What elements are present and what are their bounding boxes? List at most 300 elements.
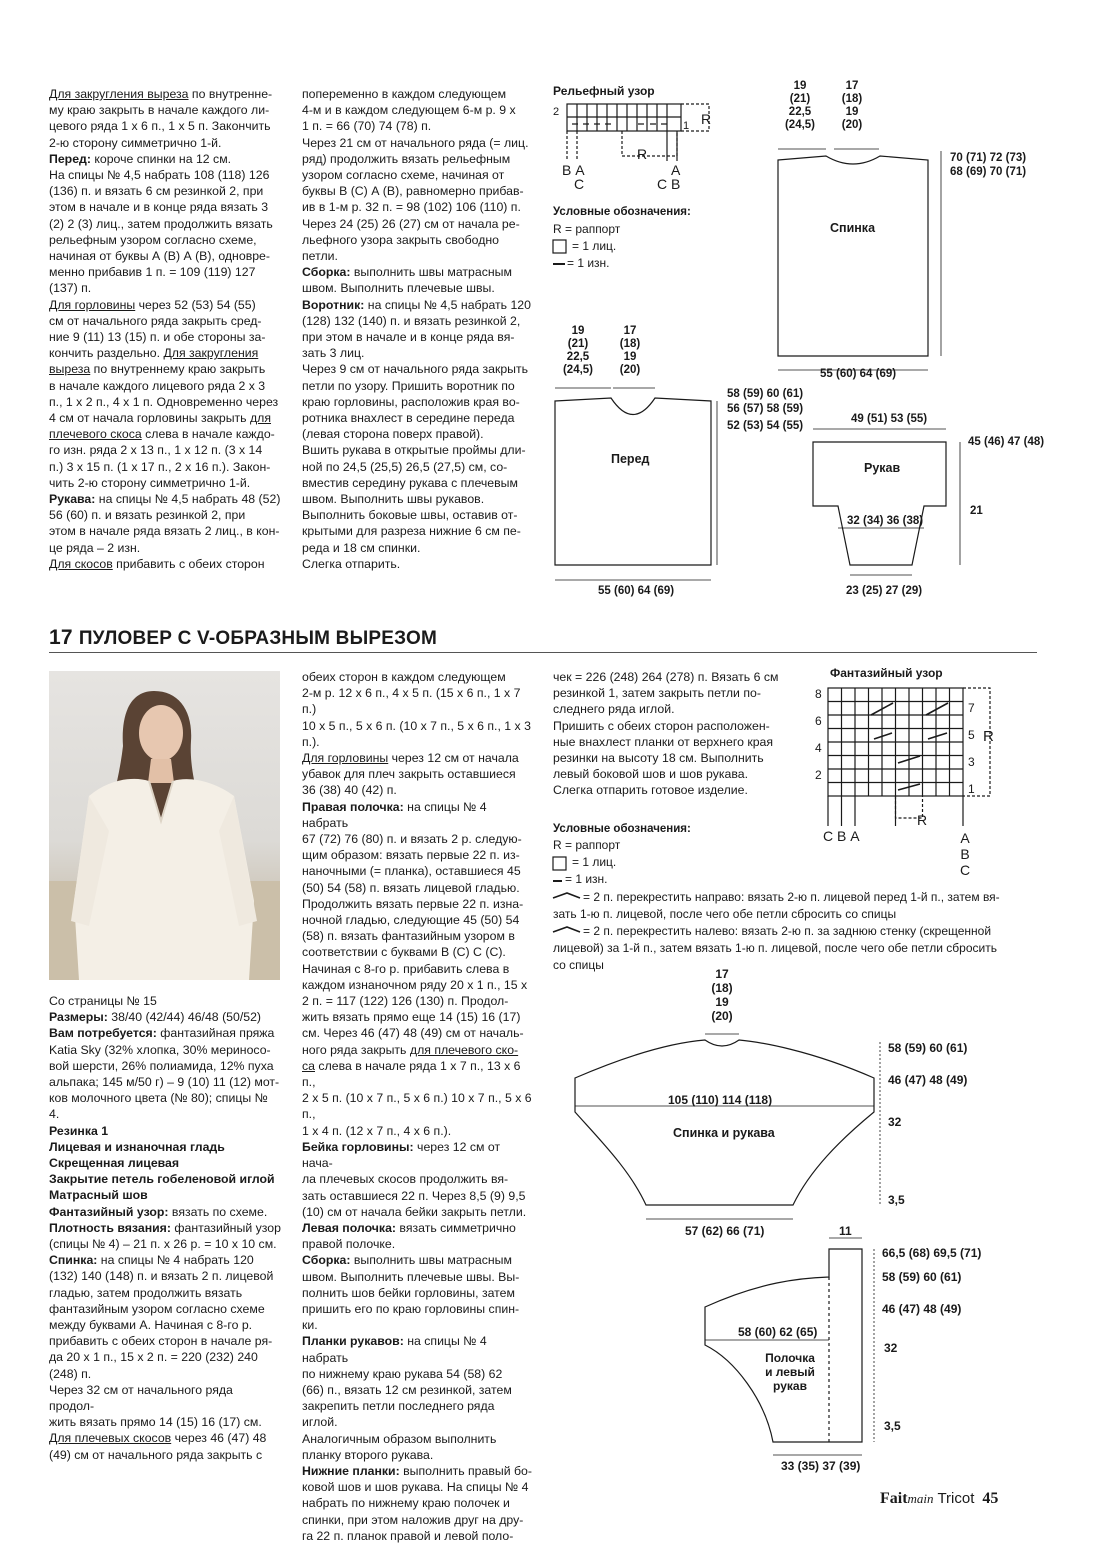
section-divider [49, 652, 1037, 653]
relief-row-2-label: 2 [553, 106, 560, 118]
text-segment: альпака; 145 м/50 г) – 9 (10) 11 (12) мот- [49, 1075, 280, 1090]
text-segment: (спицы № 4) – 21 п. х 26 р. = 10 х 10 см. [49, 1237, 277, 1252]
text-line [302, 297, 534, 313]
text-line [302, 86, 534, 102]
text-segment: по внутренне- [188, 87, 273, 101]
front-name: Перед [611, 452, 650, 466]
text-line [49, 1074, 281, 1090]
section-heading: ПУЛОВЕР С V-ОБРАЗНЫМ ВЫРЕЗОМ [78, 628, 437, 649]
text-line [302, 1204, 534, 1220]
front-top-dim-a: 19 (21) 22,5 (24,5) [562, 325, 594, 376]
text-line [302, 540, 534, 556]
frontsleeve-width: 58 (60) 62 (65) [738, 1325, 818, 1339]
text-line [49, 1349, 281, 1365]
text-line [49, 1268, 281, 1284]
text-line [49, 1414, 281, 1430]
text-segment: убавок для плеч закрыть оставшиеся [302, 767, 516, 782]
text-line [302, 718, 534, 750]
back-schematic [778, 149, 941, 370]
text-line [302, 135, 534, 151]
text-line [302, 685, 534, 717]
back-bottom-width: 55 (60) 64 (69) [820, 368, 897, 380]
sleeve-height-b: 21 [970, 505, 983, 517]
back-height-b: 68 (69) 70 (71) [950, 166, 1027, 178]
text-segment: 36 (38) 40 (42) п. [302, 783, 397, 798]
text-line [302, 442, 534, 458]
fancy-row-1: 1 [968, 782, 975, 796]
legend1-purl: = 1 изн. [567, 256, 610, 270]
text-line [302, 1236, 534, 1252]
text-segment: Через 21 см от начального ряда (= лиц. [302, 135, 529, 150]
text-line [49, 556, 281, 572]
text-segment: ла плечевых скосов продолжить вя- [302, 1172, 509, 1187]
text-line [49, 1220, 281, 1236]
text-segment: между буквами А. Начиная с 8-го р. [49, 1318, 253, 1333]
backsleeve-dim-r1: 58 (59) 60 (61) [888, 1041, 968, 1055]
text-line [302, 863, 534, 879]
text-line [302, 1269, 534, 1285]
text-line [302, 523, 534, 539]
text-line [302, 1366, 534, 1382]
text-segment: зать оставшиеся 22 п. Через 8,5 (9) 9,5 [302, 1188, 526, 1203]
text-segment: Начиная с 8-го р. прибавить слева в [302, 961, 510, 976]
text-line [302, 1479, 534, 1495]
text-line [49, 361, 281, 377]
front-bottom-width: 55 (60) 64 (69) [598, 585, 675, 597]
text-segment: 10 х 5 п., 5 х 6 п. (10 х 7 п., 5 х 6 п., 1 х 3 п.). [302, 718, 531, 749]
model-photo-drawing [49, 671, 280, 980]
text-segment: Слегка отпарить готовое изделие. [553, 783, 748, 798]
text-line [302, 750, 534, 766]
text-segment: обеих сторон в каждом следующем [302, 670, 506, 684]
text-line [49, 183, 281, 199]
text-line [302, 151, 534, 167]
text-segment: Сборка: [302, 265, 351, 280]
text-segment: начиная от буквы А (В) А (В), одновре- [49, 249, 270, 264]
text-segment: каждом изнаночном ряду 20 х 1 п., 15 х [302, 977, 528, 992]
fancy-row-6: 6 [815, 714, 822, 728]
text-segment: го изн. ряда 2 х 13 п., 1 х 12 п. (3 х 14 [49, 443, 263, 458]
text-segment: Планки рукавов: [302, 1334, 404, 1349]
text-segment: наночными (= планка), оставшиеся 45 [302, 864, 521, 879]
frontsleeve-schematic [705, 1238, 874, 1455]
text-line [49, 1123, 281, 1139]
text-line [302, 993, 534, 1009]
text-segment: щим образом: вязать первые 22 п. из- [302, 848, 520, 863]
text-segment: гладью, затем продолжить вязать [49, 1285, 243, 1300]
fancy-row-7: 7 [968, 701, 975, 715]
text-line [302, 1139, 534, 1171]
text-line [302, 1382, 534, 1398]
text-segment: на спицы № 4,5 набрать 48 (52) [95, 492, 281, 507]
legend1-knit: = 1 лиц. [572, 239, 617, 253]
text-line [302, 556, 534, 572]
text-segment: Вам потребуется: [49, 1026, 157, 1041]
text-segment: Продолжить вязать первые 22 п. изна- [302, 896, 524, 911]
legend2-rapport: R = раппорт [553, 838, 621, 852]
text-line [49, 1236, 281, 1252]
text-segment: петли. [302, 249, 338, 264]
text-segment: менно прибавив 1 п. = 109 (119) 127 [49, 265, 256, 280]
backsleeve-dim-r3: 32 [888, 1115, 902, 1129]
fancy-letters-right: А В С [959, 830, 971, 878]
text-line [302, 248, 534, 264]
text-segment: Через 24 (25) 26 (27) см от начала ре- [302, 216, 520, 231]
text-segment: (132) 140 (148) п. и вязать 2 п. лицевой [49, 1269, 274, 1284]
text-line [302, 1512, 534, 1528]
front-schematic [555, 388, 717, 580]
text-line [302, 847, 534, 863]
text-line [49, 1090, 281, 1122]
fancy-chart-grid [828, 688, 990, 826]
text-segment: льефного узора закрыть свободно [302, 232, 500, 247]
text-col-1-top [49, 86, 281, 572]
text-segment: жить вязать прямо 14 (15) 16 (17) см. [49, 1415, 262, 1430]
text-line [302, 491, 534, 507]
text-line [302, 361, 534, 377]
text-segment: ротника внахлест в середине переда [302, 411, 515, 426]
text-segment: спинки, при этом наложив друг на дру- [302, 1512, 524, 1527]
brand-main: main [907, 1491, 934, 1506]
page-footer [880, 1490, 998, 1508]
text-segment: (2) 2 (3) лиц., затем продолжить вязать [49, 216, 273, 231]
text-segment: Лицевая и изнаночная гладь [49, 1139, 225, 1154]
text-line [302, 167, 534, 183]
text-line [302, 799, 534, 831]
text-segment: для [250, 411, 272, 426]
text-line [553, 685, 788, 701]
text-line [49, 1447, 281, 1463]
text-line [49, 1155, 281, 1171]
legend2-cross-left-2: лицевой) за 1-й п., затем вязать 1-ю п. лицевой, после чего обе петли сбросить [553, 941, 997, 955]
text-segment: (66) п., вязать 12 см резинкой, затем [302, 1382, 512, 1397]
backsleeve-dim-r4: 3,5 [888, 1193, 905, 1207]
text-segment: (137) п. [49, 281, 92, 296]
text-segment: На спицы № 4,5 набрать 108 (118) 126 [49, 168, 270, 183]
text-line [49, 345, 281, 361]
text-segment: (50) 54 (58) п. вязать лицевой гладью. [302, 880, 520, 895]
frontsleeve-bottom: 33 (35) 37 (39) [781, 1459, 861, 1473]
front-top-dim-b: 17 (18) 19 (20) [619, 325, 641, 376]
text-segment: са [302, 1058, 315, 1073]
text-line [49, 118, 281, 134]
text-line [553, 701, 788, 717]
text-segment: см. Через 46 (47) 48 (49) см от началь- [302, 1026, 524, 1041]
text-line [553, 669, 788, 685]
text-segment: фантазийная пряжа [156, 1026, 275, 1041]
text-line [302, 1317, 534, 1333]
text-line [302, 1528, 534, 1544]
back-height-a: 70 (71) 72 (73) [950, 152, 1027, 164]
text-segment: Скрещенная лицевая [49, 1156, 180, 1171]
text-segment: пришить его по краю горловины спин- [302, 1301, 520, 1316]
text-segment: Матрасный шов [49, 1188, 148, 1203]
text-line [302, 944, 534, 960]
section-title [49, 626, 437, 650]
text-segment: 56 (60) п. и вязать резинкой 2, при [49, 508, 246, 523]
front-height-c: 52 (53) 54 (55) [727, 420, 804, 432]
text-segment: кончить раздельно. [49, 346, 164, 361]
text-segment: резинкой 1, затем закрыть петли по- [553, 686, 761, 701]
text-line [302, 1398, 534, 1414]
text-segment: ки. [302, 1318, 318, 1333]
fancy-row-4: 4 [815, 741, 822, 755]
text-line [553, 766, 788, 782]
text-line [49, 507, 281, 523]
text-segment: вместив середину рукава с плечевым [302, 475, 518, 490]
text-segment: Для горловины [302, 751, 389, 766]
text-segment: реда и 18 см спинки. [302, 540, 421, 555]
text-col-2-bottom [302, 669, 534, 1544]
text-segment: Выполнить боковые швы, оставив от- [302, 508, 518, 523]
text-col-2-top [302, 86, 534, 572]
text-line [302, 1495, 534, 1511]
text-line [49, 1187, 281, 1203]
text-line [553, 734, 788, 750]
text-segment: Фантазийный узор: [49, 1204, 169, 1219]
relief-letters-right-top: А [671, 162, 681, 178]
text-line [49, 1366, 281, 1382]
text-segment: следнего ряда иглой. [553, 702, 675, 717]
text-line [302, 280, 534, 296]
legend2-knit: = 1 лиц. [572, 855, 617, 869]
sleeve-bottom-width: 23 (25) 27 (29) [846, 585, 923, 597]
text-line [302, 1009, 534, 1025]
text-line [302, 1252, 534, 1268]
text-segment: швом. Выполнить плечевые швы. [302, 281, 495, 296]
text-segment: Закрытие петель гобеленовой иглой [49, 1172, 275, 1187]
text-segment: в начале каждого лицевого ряда 2 х 3 [49, 378, 266, 393]
text-segment: ков молочного цвета (№ 80); спицы № 4. [49, 1091, 268, 1122]
text-segment: ковой шов и шов рукава. На спицы № 4 [302, 1480, 529, 1495]
text-segment: планку второго рукава. [302, 1447, 434, 1462]
text-line [49, 442, 281, 458]
text-segment: вязать по схеме. [168, 1204, 268, 1219]
relief-letters-right-bot: С В [657, 176, 681, 192]
fancy-row-2: 2 [815, 768, 822, 782]
text-segment: Для плечевых скосов [49, 1431, 172, 1446]
brand-fait: Fait [880, 1490, 908, 1507]
text-line [49, 993, 281, 1009]
text-line [302, 1090, 534, 1122]
text-segment: Плотность вязания: [49, 1220, 171, 1235]
text-line [302, 426, 534, 442]
fancy-row-8: 8 [815, 687, 822, 701]
backsleeve-dim-r2: 46 (47) 48 (49) [888, 1073, 968, 1087]
text-segment: зать 3 лиц. [302, 346, 365, 361]
legend2-title: Условные обозначения: [553, 823, 691, 835]
fancy-row-3: 3 [968, 755, 975, 769]
text-line [302, 1220, 534, 1236]
sleeve-top-width: 49 (51) 53 (55) [851, 413, 928, 425]
text-segment: закрепить петли последнего ряда [302, 1399, 495, 1414]
text-line [49, 216, 281, 232]
text-line [302, 1414, 534, 1430]
text-segment: узором согласно схеме, начиная от [302, 168, 505, 183]
text-line [302, 232, 534, 248]
text-segment: ные внахлест планки от верхнего края [553, 734, 774, 749]
text-line [302, 1171, 534, 1187]
text-segment: жить вязать прямо еще 14 (15) 16 (17) [302, 1010, 521, 1025]
text-segment: буквы В (С) А (В), равномерно прибав- [302, 184, 524, 199]
text-line [49, 1430, 281, 1446]
backsleeve-top-dim: 17 (18) 19 (20) [711, 967, 733, 1023]
text-segment: це ряда – 2 изн. [49, 540, 141, 555]
text-segment: полнить шов бейки горловины, затем [302, 1285, 515, 1300]
text-line [49, 151, 281, 167]
text-segment: на спицы № 4 набрать [302, 799, 487, 830]
text-segment: цевого ряда 1 х 6 п., 1 х 5 п. Закончить [49, 119, 271, 134]
text-line [49, 410, 281, 426]
text-segment: Правая полочка: [302, 799, 404, 814]
text-line [49, 86, 281, 102]
text-line [49, 1333, 281, 1349]
fancy-repeat-mark: R [983, 728, 994, 745]
text-segment: 1 х 4 п. (12 х 7 п., 4 х 6 п.). [302, 1123, 452, 1138]
legend1-title: Условные обозначения: [553, 206, 691, 218]
text-line [49, 264, 281, 280]
text-line [49, 232, 281, 248]
text-segment: Со страницы № 15 [49, 994, 157, 1008]
backsleeve-name: Спинка и рукава [673, 1126, 775, 1140]
text-segment: Резинка 1 [49, 1123, 109, 1138]
text-segment: 2 п. = 117 (122) 126 (130) п. Продол- [302, 994, 509, 1009]
text-segment: Рукава: [49, 492, 96, 507]
brand-tricot: Tricot [933, 1490, 975, 1507]
frontsleeve-name: Полочка и левый рукав [765, 1351, 815, 1393]
text-segment: попеременно в каждом следующем [302, 87, 507, 101]
text-line [49, 1301, 281, 1317]
text-segment: вой шерсти, 26% полиамида, 12% пуха [49, 1058, 274, 1073]
text-line [49, 1042, 281, 1058]
text-segment: ние 9 (11) 13 (15) п. и обе стороны за- [49, 330, 266, 345]
text-line [302, 459, 534, 475]
text-segment: му краю закрыть в начале каждого ли- [49, 103, 270, 118]
text-segment: Сборка: [302, 1253, 351, 1268]
text-segment: на спицы № 4 набрать [302, 1334, 487, 1365]
text-segment: короче спинки на 12 см. [90, 151, 232, 166]
text-segment: правой полочке. [302, 1237, 396, 1252]
text-line [302, 977, 534, 993]
backsleeve-width: 105 (110) 114 (118) [668, 1093, 773, 1107]
text-line [302, 329, 534, 345]
text-line [49, 540, 281, 556]
text-segment: Вшить рукава в открытые проймы дли- [302, 443, 526, 458]
text-segment: через 12 см от начала [388, 751, 519, 766]
text-line [302, 1333, 534, 1365]
text-line [302, 912, 534, 928]
text-segment: этом в начале и в конце ряда вязать 3 [49, 200, 269, 215]
text-segment: соответствии с буквами В (С) С (С). [302, 945, 506, 960]
text-line [49, 523, 281, 539]
frontsleeve-top-dim: 11 [839, 1224, 852, 1238]
text-segment: (левая сторона поверх правой). [302, 427, 484, 442]
text-line [49, 1139, 281, 1155]
text-line [49, 1204, 281, 1220]
text-segment: ив в 1-м р. 32 п. = 98 (102) 106 (110) п. [302, 200, 521, 215]
fancy-row-5: 5 [968, 728, 975, 742]
text-line [302, 475, 534, 491]
text-col-3-bottom [553, 669, 788, 799]
text-segment: Для горловины [49, 297, 136, 312]
text-segment: плечевого скоса [49, 427, 142, 442]
text-line [49, 1025, 281, 1041]
text-line [302, 118, 534, 134]
fancy-rapport-label: R [917, 812, 928, 828]
text-segment: га 22 п. планок правой и левой поло- [302, 1528, 514, 1543]
text-segment: левый боковой шов и шов рукава. [553, 767, 749, 782]
text-line [49, 1317, 281, 1333]
relief-repeat-mark: R [701, 111, 712, 127]
text-segment: через 12 см от нача- [302, 1139, 501, 1171]
text-line [49, 280, 281, 296]
text-line [302, 669, 534, 685]
back-name: Спинка [830, 221, 876, 235]
text-line [302, 961, 534, 977]
text-line [49, 459, 281, 475]
text-segment: см от начального ряда закрыть сред- [49, 313, 262, 328]
frontsleeve-dim-r1: 58 (59) 60 (61) [882, 1270, 962, 1284]
text-line [49, 297, 281, 313]
back-top-dim-a: 19 (21) 22,5 (24,5) [784, 80, 816, 131]
text-segment: чить 2-ю сторону симметрично 1-й. [49, 475, 251, 490]
text-segment: п., 1 х 2 п., 4 х 1 п. Одновременно через [49, 394, 279, 409]
text-segment: фантазийным узором согласно схеме [49, 1301, 265, 1316]
text-segment: (136) п. и вязать 6 см резинкой 2, при [49, 184, 264, 199]
text-segment: Воротник: [302, 297, 365, 312]
frontsleeve-dim-r3: 32 [884, 1341, 898, 1355]
text-segment: прибавить с обеих сторон в начале ря- [49, 1334, 273, 1349]
text-segment: да 20 х 1 п., 15 х 2 п. = 220 (232) 240 [49, 1350, 258, 1365]
text-segment: этом в начале ряда вязать 2 лиц., в кон- [49, 524, 280, 539]
text-segment: крытыми для разреза нижние 6 см пе- [302, 524, 521, 539]
legend2-cross-right-1: = 2 п. перекрестить направо: вязать 2-ю п. лицевой перед 1-й п., затем вя- [583, 890, 1000, 904]
text-line [49, 378, 281, 394]
sleeve-height-a: 45 (46) 47 (48) [968, 436, 1045, 448]
text-segment: петли по узору. Пришить воротник по [302, 378, 515, 393]
sleeve-schematic [813, 429, 960, 575]
text-segment: чек = 226 (248) 264 (278) п. Вязать 6 см [553, 670, 779, 684]
text-line [302, 394, 534, 410]
text-line [302, 1188, 534, 1204]
relief-letters-left-bot: С [574, 176, 585, 192]
text-segment: выполнить швы матрасным [350, 1253, 512, 1268]
text-line [49, 102, 281, 118]
text-line [49, 475, 281, 491]
text-segment: ряд) продолжить вязать рельефным [302, 151, 511, 166]
text-segment: швом. Выполнить плечевые швы. Вы- [302, 1269, 520, 1284]
text-segment: иглой. [302, 1415, 338, 1430]
legend2-cross-right-2: зать 1-ю п. лицевой, после чего обе петли сбросить со спицы [553, 907, 897, 921]
front-height-a: 58 (59) 60 (61) [727, 388, 804, 400]
text-line [302, 1447, 534, 1463]
text-segment: резинки на высоту 18 см. Выполнить [553, 751, 764, 766]
text-line [49, 167, 281, 183]
text-segment: на спицы № 4,5 набрать 120 [364, 297, 531, 312]
relief-rapport-label: R [637, 146, 648, 162]
relief-row-1-label: 1 [683, 120, 690, 132]
fancy-pattern-caption: Фантазийный узор [830, 666, 943, 680]
text-line [302, 183, 534, 199]
text-segment: рельефным узором согласно схеме, [49, 232, 257, 247]
text-line [49, 491, 281, 507]
text-line [49, 1009, 281, 1025]
text-segment: для плечевого ско- [409, 1042, 519, 1057]
legend2-cross-left-1: = 2 п. перекрестить налево: вязать 2-ю п. за заднюю стенку (скрещенной [583, 924, 992, 938]
text-line [49, 1252, 281, 1268]
text-segment: краю горловины, расположив края во- [302, 394, 520, 409]
text-segment: фантазийный узор [170, 1220, 281, 1235]
